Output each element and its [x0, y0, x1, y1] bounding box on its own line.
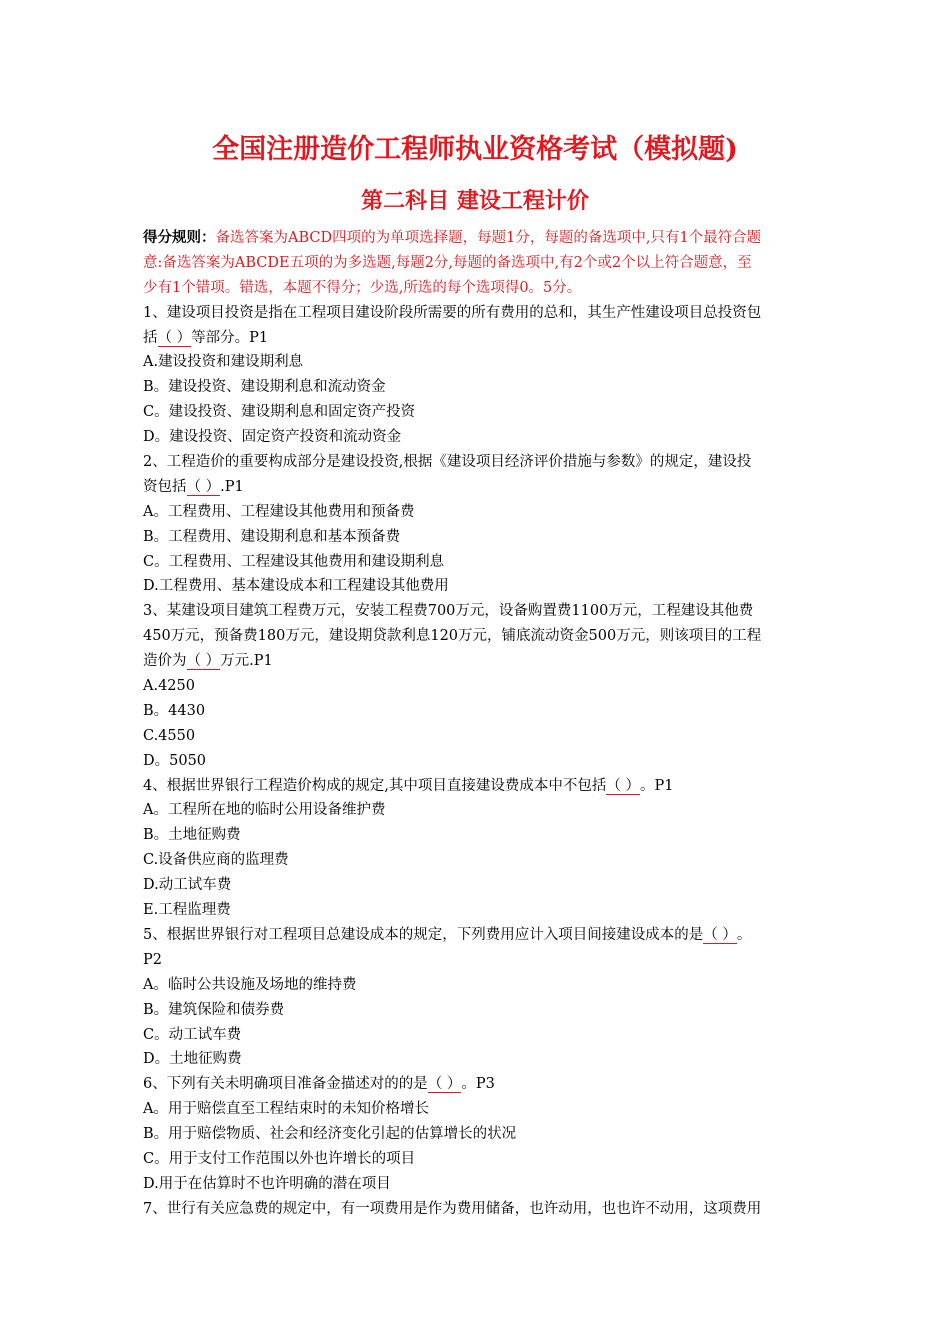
- question-stem: 1、建设项目投资是指在工程项目建设阶段所需要的所有费用的总和，其生产性建设项目总投资包: [143, 304, 762, 321]
- stem-text: 造价为: [143, 653, 187, 670]
- scoring-rules-label: 得分规则：: [143, 229, 216, 246]
- question-stem: [143, 1072, 863, 1097]
- answer-blank-text: （ ）: [157, 329, 192, 346]
- answer-option: A.建设投资和建设期利息: [143, 354, 304, 371]
- answer-blank-text: （ ）: [186, 653, 221, 670]
- answer-option: C。用于支付工作范围以外也许增长的项目: [143, 1150, 416, 1167]
- question-stem: [143, 774, 863, 799]
- question-stem: [143, 923, 863, 948]
- stem-text: .P1: [220, 478, 244, 495]
- question-stem: P2: [143, 951, 162, 968]
- answer-blank: [606, 774, 640, 799]
- stem-text: 万元.P1: [220, 653, 273, 670]
- stem-text: 。: [736, 926, 752, 943]
- document-title: 全国注册造价工程师执业资格考试（模拟题): [212, 134, 738, 165]
- stem-text: 4、根据世界银行工程造价构成的规定,其中项目直接建设费成本中不包括: [143, 777, 607, 794]
- answer-option: A。临时公共设施及场地的维持费: [143, 976, 357, 993]
- question-stem: 3、某建设项目建筑工程费万元，安装工程费700万元，设备购置费1100万元，工程建设其他费: [143, 603, 754, 620]
- answer-option: D。建设投资、固定资产投资和流动资金: [143, 429, 402, 446]
- question-stem: 2、工程造价的重要构成部分是建设投资,根据《建设项目经济评价措施与参数》的规定，建设投: [143, 454, 752, 471]
- question-stem: 7、世行有关应急费的规定中，有一项费用是作为费用储备，也许动用，也也许不动用，这项费用: [143, 1200, 762, 1217]
- answer-blank: [428, 1072, 462, 1097]
- answer-option: A。工程所在地的临时公用设备维护费: [143, 802, 386, 819]
- answer-blank-text: （ ）: [606, 777, 640, 794]
- stem-text: 5、根据世界银行对工程项目总建设成本的规定，下列费用应计入项目间接建设成本的是: [143, 926, 704, 943]
- scoring-rules-text: 意:备选答案为ABCDE五项的为多选题,每题2分,每题的备选项中,有2个或2个以上符合题意，至: [143, 254, 752, 271]
- document-body: [143, 226, 863, 1222]
- answer-option: C.4550: [143, 727, 196, 744]
- stem-text: 资包括: [143, 478, 187, 495]
- stem-text: 。P3: [461, 1076, 495, 1093]
- answer-blank: [158, 326, 192, 351]
- answer-blank-text: （ ）: [427, 1076, 462, 1093]
- answer-option: B。4430: [143, 702, 206, 719]
- answer-option: A.4250: [143, 678, 195, 695]
- scoring-rules-text: 备选答案为ABCD四项的为单项选择题，每题1分，每题的备选项中,只有1个最符合题: [215, 230, 762, 246]
- stem-text: 6、下列有关未明确项目准备金描述对的的是: [143, 1076, 428, 1093]
- answer-option: C。动工试车费: [143, 1026, 242, 1043]
- stem-text: 括: [143, 329, 158, 346]
- scoring-rules-text: 少有1个错项。错选，本题不得分；少选,所选的每个选项得0。5分。: [143, 279, 582, 296]
- answer-blank: [187, 475, 221, 500]
- answer-option: D。5050: [143, 752, 207, 769]
- document-subtitle: 第二科目 建设工程计价: [361, 188, 589, 214]
- answer-option: C.设备供应商的监理费: [143, 852, 289, 869]
- answer-option: B。土地征购费: [143, 827, 241, 844]
- answer-option: D.工程费用、基本建设成本和工程建设其他费用: [143, 578, 449, 595]
- answer-blank-text: （ ）: [186, 478, 221, 495]
- question-stem: 450万元，预备费180万元，建设期贷款利息120万元，铺底流动资金500万元，则该项目的工程: [143, 628, 762, 645]
- answer-option: B。建筑保险和债券费: [143, 1001, 285, 1018]
- answer-option: B。工程费用、建设期利息和基本预备费: [143, 528, 401, 545]
- answer-option: B。用于赔偿物质、社会和经济变化引起的估算增长的状况: [143, 1126, 517, 1143]
- scoring-rules-line: [143, 226, 863, 251]
- stem-text: 等部分。P1: [191, 329, 269, 346]
- answer-blank-text: （ ）: [703, 926, 737, 943]
- answer-blank: [187, 649, 221, 674]
- answer-option: C。建设投资、建设期利息和固定资产投资: [143, 404, 416, 421]
- answer-option: B。建设投资、建设期利息和流动资金: [143, 379, 386, 396]
- question-stem: [143, 326, 863, 351]
- answer-option: D.用于在估算时不也许明确的潜在项目: [143, 1175, 391, 1192]
- answer-option: D.动工试车费: [143, 877, 232, 894]
- stem-text: 。P1: [639, 777, 674, 794]
- answer-option: E.工程监理费: [143, 902, 231, 919]
- answer-option: A。工程费用、工程建设其他费用和预备费: [143, 503, 415, 520]
- answer-option: D。土地征购费: [143, 1051, 242, 1068]
- answer-option: C。工程费用、工程建设其他费用和建设期利息: [143, 553, 445, 570]
- question-stem: [143, 475, 863, 500]
- answer-option: A。用于赔偿直至工程结束时的未知价格增长: [143, 1101, 429, 1118]
- question-stem: [143, 649, 863, 674]
- answer-blank: [703, 923, 737, 948]
